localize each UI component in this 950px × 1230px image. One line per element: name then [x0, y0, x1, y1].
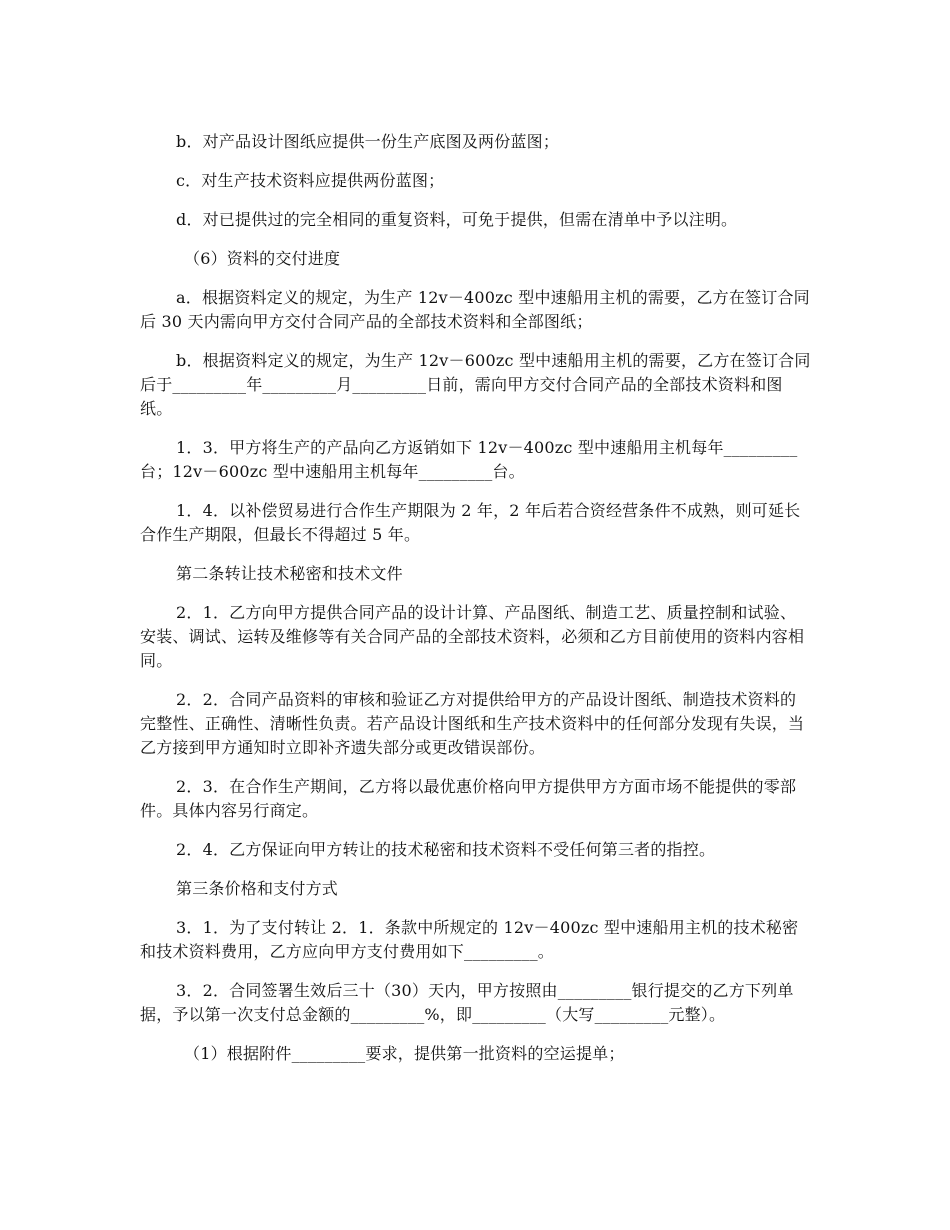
- clause-2-3: 2．3．在合作生产期间，乙方将以最优惠价格向甲方提供甲方方面市场不能提供的零部件。具体内容另行商定。: [140, 777, 797, 820]
- clause-2-1: 2．1．乙方向甲方提供合同产品的设计计算、产品图纸、制造工艺、质量控制和试验、安装、调试、运转及维修等有关合同产品的全部技术资料，必须和乙方目前使用的资料内容相同。: [140, 603, 805, 670]
- paragraph-b-drawings: b．对产品设计图纸应提供一份生产底图及两份蓝图；: [176, 132, 560, 151]
- clause-2-4: 2．4．乙方保证向甲方转让的技术秘密和技术资料不受任何第三者的指控。: [176, 840, 716, 859]
- item-1-airway-bill: （1）根据附件_________要求，提供第一批资料的空运提单；: [184, 1044, 625, 1063]
- clause-2-2: 2．2．合同产品资料的审核和验证乙方对提供给甲方的产品设计图纸、制造技术资料的完整性、正确性、清晰性负责。若产品设计图纸和生产技术资料中的任何部分发现有失误，当乙方接到甲方通知时立即补齐遗失部分或更改错误部份。: [140, 690, 805, 757]
- paragraph-b-delivery-600zc: b．根据资料定义的规定，为生产 12v－600zc 型中速船用主机的需要，乙方在签订合同后于_________年_________月_________日前，需向甲方交付合同产品的全部技术资料和图纸。: [140, 351, 811, 418]
- document-page: [140, 130, 812, 1081]
- section-heading-delivery-schedule: （6）资料的交付进度: [184, 249, 341, 268]
- clause-3-1: 3．1．为了支付转让 2．1．条款中所规定的 12v－400zc 型中速船用主机的技术秘密和技术资料费用，乙方应向甲方支付费用如下_________。: [140, 918, 799, 961]
- clause-1-3: 1．3．甲方将生产的产品向乙方返销如下 12v－400zc 型中速船用主机每年_________台；12v－600zc 型中速船用主机每年_________台。: [140, 438, 798, 481]
- paragraph-c-tech-docs: c．对生产技术资料应提供两份蓝图；: [176, 171, 445, 190]
- clause-3-2: 3．2．合同签署生效后三十（30）天内，甲方按照由_________银行提交的乙方下列单据，予以第一次支付总金额的_________%，即_________（大写_________元整）。: [140, 981, 794, 1024]
- paragraph-d-duplicates: d．对已提供过的完全相同的重复资料，可免于提供，但需在清单中予以注明。: [176, 210, 738, 229]
- clause-1-4: 1．4．以补偿贸易进行合作生产期限为 2 年，2 年后若合资经营条件不成熟，则可延长合作生产期限，但最长不得超过 5 年。: [140, 501, 801, 544]
- paragraph-a-delivery-400zc: a．根据资料定义的规定，为生产 12v－400zc 型中速船用主机的需要，乙方在签订合同后 30 天内需向甲方交付合同产品的全部技术资料和全部图纸；: [140, 288, 810, 331]
- article-2-heading: 第二条转让技术秘密和技术文件: [176, 564, 403, 583]
- article-3-heading: 第三条价格和支付方式: [176, 879, 339, 898]
